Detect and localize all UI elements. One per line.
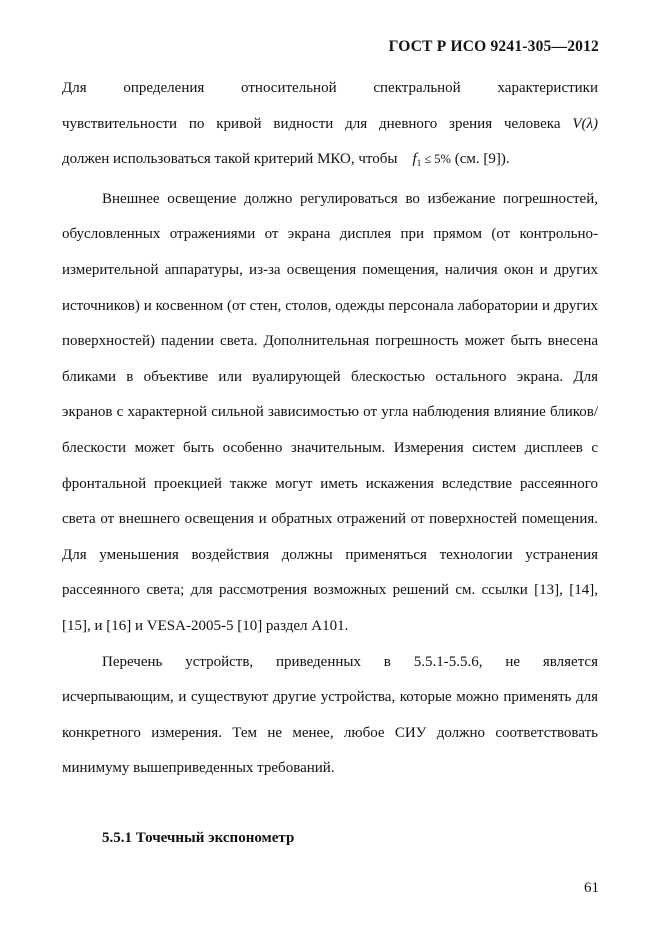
paragraph-1-line-3-text: должен использоваться такой критерий МКО, чтобы (62, 151, 402, 168)
section-title: 5.5.1 Точечный экспонометр (102, 830, 295, 846)
paragraph-1-line-1: Для определения относительной спектральной характеристики (62, 80, 598, 96)
paragraph-1-line-3-reference: (см. [9]). (450, 151, 510, 168)
paragraph-1-line-2 (62, 107, 598, 143)
standard-header: ГОСТ Р ИСО 9241-305—2012 (388, 38, 599, 55)
body-text (62, 71, 598, 787)
f1-condition: ≤ 5% (421, 152, 451, 167)
f1-symbol: f (412, 151, 417, 168)
paragraph-3: Перечень устройств, приведенных в 5.5.1-5.5.6, не является исчерпывающим, и существуют другие устройства, которые можно применять для конкретного измерения. Тем не менее, любое СИУ должно соответствовать минимуму вышеприведенных требований. (62, 653, 598, 777)
page-number: 61 (584, 880, 599, 896)
vlambda-formula: V(λ) (572, 115, 598, 132)
paragraph-2: Внешнее освещение должно регулироваться во избежание погрешностей, обусловленных отражениями от экрана дисплея при прямом (от контрольно-измерительной аппаратуры, из-за освещения помещения, наличия окон и других источников) и косвенном (от стен, столов, одежды персонала лаборатории и других поверхностей) падении света. Дополнительная погрешность может быть внесена бликами в объективе или вуалирующей блескостью остального экрана. Для экранов с характерной сильной зависимостью от угла наблюдения влияние бликов/блескости может быть особенно значительным. Измерения систем дисплеев с фронтальной проекцией также могут иметь искажения вследствие рассеянного света от внешнего освещения и обратных отражений от поверхностей помещения. Для уменьшения воздействия должны применяться технологии устранения рассеянного света; для рассмотрения возможных решений см. ссылки [13], [14], [15], и [16] и VESA-2005-5 [10] раздел A101. (62, 190, 598, 634)
f1-subscript: 1 (416, 158, 422, 169)
f1-formula (413, 151, 422, 167)
paragraph-1 (62, 71, 598, 182)
paragraph-1-line-2-text: чувствительности по кривой видности для дневного зрения человека (62, 115, 573, 132)
paragraph-1-line-3 (62, 151, 510, 167)
